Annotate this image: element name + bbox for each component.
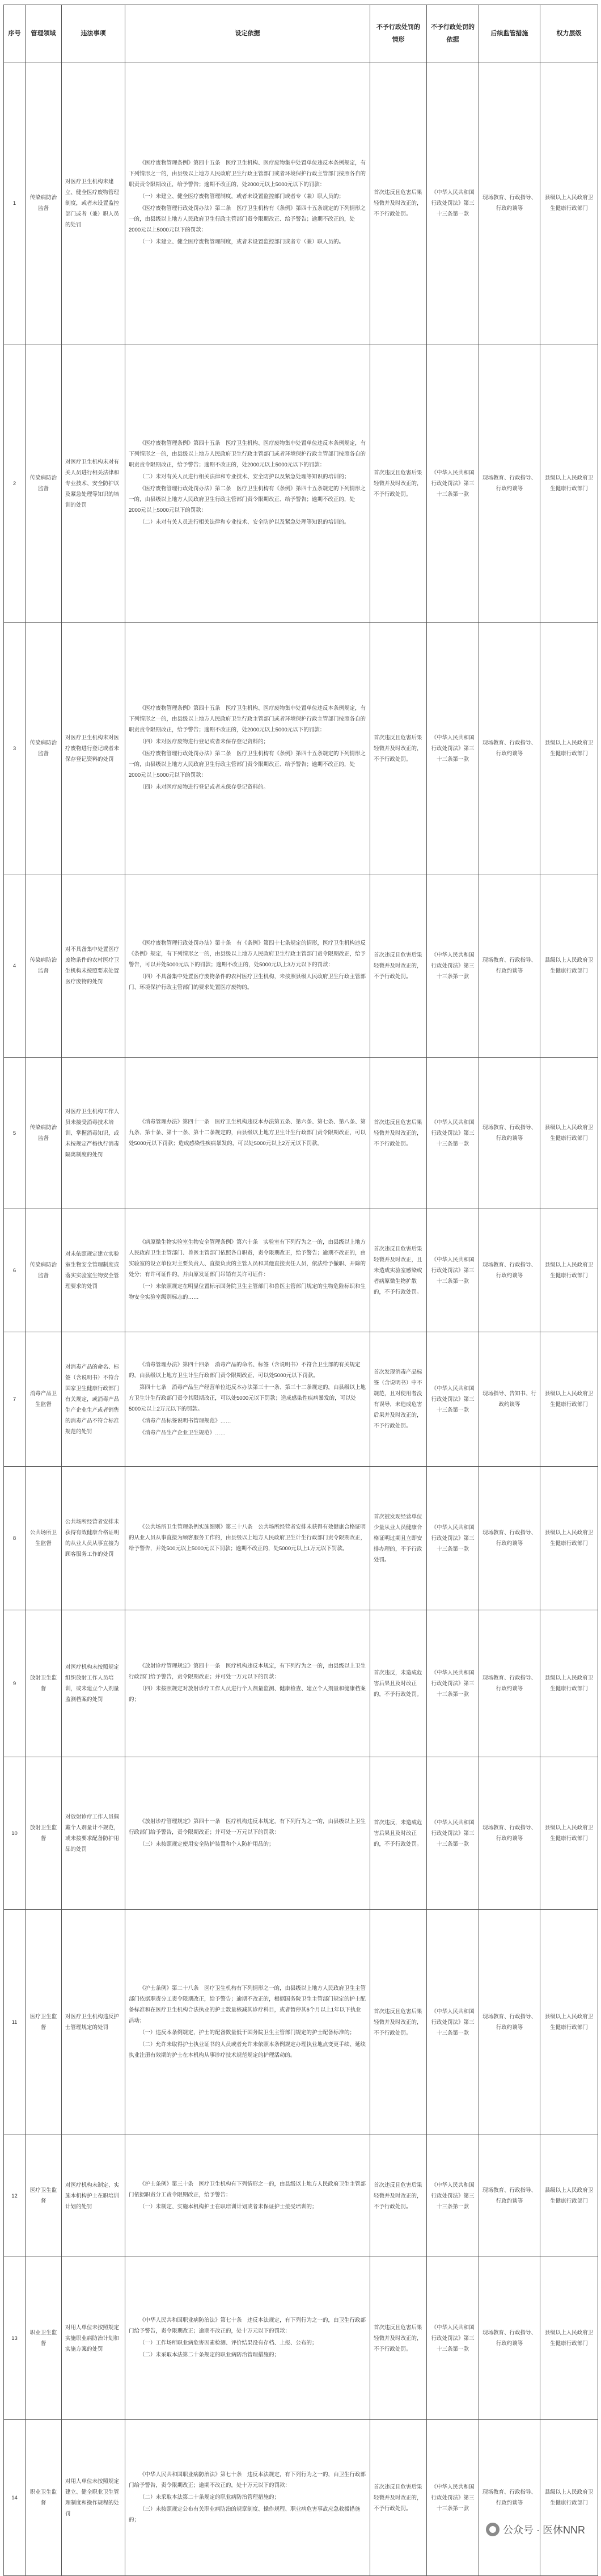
table-row [4,1910,598,2135]
violation-item: 对医疗卫生机构违反护士管理规定的处罚 [62,1910,125,2135]
violation-item: 对医疗卫生机构未对医疗废物进行登记或者未保存登记资料的处罚 [62,623,125,874]
legal-basis-paragraph: 《护士条例》第二十八条 医疗卫生机构有下列情形之一的，由县级以上地方人民政府卫生主管部门依据职责分工责令限期改正，给予警告；逾期不改正的，根据国务院卫生主管部门规定的护士配备标准和在医疗卫生机构合法执业的护士数量核减其诊疗科目，或者暂停其6个月以上1年以下执业活动； [129,1985,366,2024]
legal-basis-paragraph: （四）未按照规定对放射诊疗工作人员进行个人剂量监测、健康检查、建立个人剂量和健康档案的； [129,1686,366,1703]
row-number: 3 [4,623,26,874]
legal-basis-paragraph: 《消毒管理办法》第四十四条 消毒产品的命名、标签（含说明书）不符合卫生部的有关规定的，由县级以上地方卫生计生行政部门责令限期改正，可以处5000元以下罚款。 [129,1361,361,1379]
follow-up-measures: 现场教育、行政指导、行政约谈等 [479,1209,540,1332]
table-row [4,344,598,623]
follow-up-measures: 现场教育、行政指导、行政约谈等 [479,2135,540,2257]
row-number: 13 [4,2257,26,2420]
follow-up-measures: 现场指导、告知书、行政约谈等 [479,1332,540,1467]
follow-up-measures: 现场教育、行政指导、行政约谈等 [479,62,540,344]
legal-basis-paragraph: 《放射诊疗管理规定》第四十一条 医疗机构违反本规定，有下列行为之一的，由县级以上卫生行政部门给予警告，责令限期改正；并可处一万元以下的罚款： [129,1663,366,1680]
exemption-basis: 《中华人民共和国行政处罚法》第三十三条第一款 [427,1467,479,1610]
exemption-basis: 《中华人民共和国行政处罚法》第三十三条第一款 [427,1058,479,1209]
management-field: 传染病防治监督 [26,623,62,874]
authority-level: 县级以上人民政府卫生健康行政部门 [540,623,598,874]
legal-basis-paragraph: （一）工作场所职业病危害因素检测、评价结果没有存档、上报、公布的； [139,2340,318,2346]
legal-basis-paragraph: （四）未对医疗废物进行登记或者未保存登记资料的； [139,739,269,745]
violation-item: 对医疗机构未按照规定组织放射工作人员培训，或未建立个人剂量监测档案的处罚 [62,1610,125,1757]
violation-item: 对用人单位未按照规定实施职业病防治计划和实施方案的处罚 [62,2257,125,2420]
legal-basis-paragraph: 《公共场所卫生管理条例实施细则》第三十八条 公共场所经营者安排未获得有效健康合格证明的从业人员从事直接为顾客服务工作的，由县级以上地方人民政府卫生计生行政部门责令限期改正，给予警告，并处500元以上5000元以下罚款；逾期不改正的，处5000元以上1万元以下罚款。 [129,1523,366,1552]
management-field: 传染病防治监督 [26,1058,62,1209]
violation-item: 公共场所经营者安排未获得有效健康合格证明的从业人员从事直接为顾客服务工作的处罚 [62,1467,125,1610]
legal-basis [125,1610,370,1757]
authority-level: 县级以上人民政府卫生健康行政部门 [540,2257,598,2420]
table-row [4,1757,598,1910]
authority-level: 县级以上人民政府卫生健康行政部门 [540,2420,598,2576]
violation-item: 对放射诊疗工作人员佩戴个人剂量计不规范，或未按要求配备防护用品的处罚 [62,1757,125,1910]
exemption-situation: 首次违反且危害后果轻微并及时改正的，不予行政处罚。 [370,2135,427,2257]
legal-basis-paragraph: （四）未对医疗废物进行登记或者未保存登记资料的。 [139,784,269,790]
management-field: 公共场所卫生监督 [26,1467,62,1610]
management-field: 医疗卫生监督 [26,2135,62,2257]
exemption-situation: 首次被发现经营单位少量从业人员健康合格证明过期且立即安排办理的，不予行政处罚。 [370,1467,427,1610]
legal-basis [125,344,370,623]
exemption-situation: 首次违反且危害后果轻微并及时改正的，不予行政处罚。 [370,623,427,874]
legal-basis [125,874,370,1058]
column-header: 违法事项 [62,5,125,62]
follow-up-measures: 现场教育、行政指导、行政约谈等 [479,874,540,1058]
row-number: 10 [4,1757,26,1910]
legal-basis-paragraph: 《医疗废物管理条例》第四十五条 医疗卫生机构、医疗废物集中处置单位违反本条例规定，有下列情形之一的，由县级以上地方人民政府卫生行政主管部门或者环境保护行政主管部门按照各自的职责责令限期改正，给予警告；逾期不改正的，处2000元以上5000元以下的罚款： [129,440,366,468]
table-row [4,1610,598,1757]
legal-basis [125,2420,370,2576]
management-field: 职业卫生监督 [26,2257,62,2420]
authority-level: 县级以上人民政府卫生健康行政部门 [540,874,598,1058]
authority-level: 县级以上人民政府卫生健康行政部门 [540,62,598,344]
exemption-basis: 《中华人民共和国行政处罚法》第三十三条第一款 [427,2135,479,2257]
exemption-basis: 《中华人民共和国行政处罚法》第三十三条第一款 [427,874,479,1058]
exemption-situation: 首次违反且危害后果轻微并及时改正的，不予行政处罚。 [370,1910,427,2135]
table-row [4,623,598,874]
legal-basis-paragraph: （二）未对有关人员进行相关法律和专业技术、安全防护以及紧急处理等知识的培训的。 [139,519,350,525]
legal-basis-paragraph: （一）未依照规定在明显位置标示国务院卫生主管部门和兽医主管部门规定的生物危险标识和生物安全实验室级别标志的…… [129,1283,366,1300]
legal-basis-paragraph: （二）未对有关人员进行相关法律和专业技术、安全防护以及紧急处理等知识的培训的； [139,474,350,480]
follow-up-measures: 现场教育、行政指导、行政约谈等 [479,344,540,623]
exemption-situation: 首次发现消毒产品标签（含说明书）中不规范，且对使用者没有误导，未造成危害后果并及时改正的，不予行政处罚。 [370,1332,427,1467]
row-number: 14 [4,2420,26,2576]
authority-level: 县级以上人民政府卫生健康行政部门 [540,1209,598,1332]
row-number: 7 [4,1332,26,1467]
follow-up-measures: 现场教育、行政指导、行政约谈等 [479,1910,540,2135]
row-number: 12 [4,2135,26,2257]
management-field: 传染病防治监督 [26,1209,62,1332]
authority-level: 县级以上人民政府卫生健康行政部门 [540,1058,598,1209]
legal-basis [125,2257,370,2420]
exemption-situation: 首次违反且危害后果轻微并及时改正的，不予行政处罚。 [370,62,427,344]
watermark-text: 公众号 · 医休NNR [503,2524,585,2536]
column-header: 不予行政处罚的依据 [427,5,479,62]
legal-basis-paragraph: 《医疗废物管理行政处罚办法》第十条 有《条例》第四十七条规定的情形，医疗卫生机构违反《条例》规定，有下列情形之一的，由县级以上地方人民政府卫生行政主管部门责令限期改正，给予警告，可以并处5000元以下的罚款；逾期不改正的，处5000元以上3万元以下的罚款： [129,940,366,968]
legal-basis-paragraph: （一）未制定、实施本机构护士在职培训计划或者未保证护士接受培训的； [139,2203,318,2210]
watermark [486,2522,585,2537]
row-number: 6 [4,1209,26,1332]
authority-level: 县级以上人民政府卫生健康行政部门 [540,1610,598,1757]
legal-basis-paragraph: （二）未采取本法第二十条规定的职业病防治管理措施的； [139,2494,280,2501]
follow-up-measures: 现场教育、行政指导、行政约谈等 [479,623,540,874]
table-row [4,2135,598,2257]
follow-up-measures: 现场教育、行政指导、行政约谈等 [479,1757,540,1910]
authority-level: 县级以上人民政府卫生健康行政部门 [540,344,598,623]
follow-up-measures: 现场教育、行政指导、行政约谈等 [479,1610,540,1757]
follow-up-measures: 现场教育、行政指导、行政约谈等 [479,1467,540,1610]
legal-basis-paragraph: 《医疗废物管理行政处罚办法》第二条 医疗卫生机构有《条例》第四十五条规定的下列情形之一的，由县级以上地方人民政府卫生行政主管部门责令限期改正、给予警告；逾期不改正的，处2000元以上5000元以下的罚款： [129,205,366,233]
legal-basis-paragraph: （一）未建立、健全医疗废物管理制度，或者未设置监控部门或者专（兼）职人员的； [139,193,345,200]
legal-basis-paragraph: （四）不具备集中处置医疗废物条件的农村医疗卫生机构，未按照县级人民政府卫生行政主管部门、环境保护行政主管部门的要求处置医疗废物的。 [129,973,366,991]
row-number: 8 [4,1467,26,1610]
legal-basis-paragraph: 《医疗废物管理条例》第四十五条 医疗卫生机构、医疗废物集中处置单位违反本条例规定，有下列情形之一的，由县级以上地方人民政府卫生行政主管部门或者环境保护行政主管部门按照各自的职责责令限期改正，给予警告；逾期不改正的，处2000元以上5000元以下的罚款： [129,160,366,188]
penalty-table [3,5,598,2576]
exemption-basis: 《中华人民共和国行政处罚法》第三十三条第一款 [427,1910,479,2135]
management-field: 传染病防治监督 [26,62,62,344]
table-row [4,874,598,1058]
exemption-situation: 首次违反且危害后果轻微并及时改正的，不予行政处罚。 [370,1058,427,1209]
legal-basis-paragraph: 《医疗废物管理行政处罚办法》第二条 医疗卫生机构有《条例》第四十五条规定的下列情形之一的，由县级以上地方人民政府卫生行政主管部门责令限期改正、给予警告；逾期不改正的，处2000元以上5000元以下的罚款： [129,751,366,778]
legal-basis [125,1910,370,2135]
legal-basis [125,1467,370,1610]
exemption-situation: 首次违反，未造成危害后果且及时改正的，不予行政处罚。 [370,1757,427,1910]
legal-basis-paragraph: （二）未采取本法第二十条规定的职业病防治管理措施的； [139,2352,280,2358]
table-row [4,1058,598,1209]
authority-level: 县级以上人民政府卫生健康行政部门 [540,2135,598,2257]
column-header: 序号 [4,5,26,62]
legal-basis-paragraph: 《中华人民共和国职业病防治法》第七十条 违反本法规定，有下列行为之一的，由卫生行政部门给予警告，责令限期改正；逾期不改正的，处十万元以下的罚款： [129,2471,366,2489]
legal-basis-paragraph: 《护士条例》第三十条 医疗卫生机构有下列情形之一的，由县级以上地方人民政府卫生主管部门依据职责分工责令限期改正，给予警告： [129,2181,366,2198]
column-header: 管理领域 [26,5,62,62]
legal-basis [125,62,370,344]
exemption-basis: 《中华人民共和国行政处罚法》第三十三条第一款 [427,2420,479,2576]
management-field: 职业卫生监督 [26,2420,62,2576]
legal-basis-paragraph: （三）未按照规定使用安全防护装置和个人防护用品的； [139,1841,274,1847]
row-number: 1 [4,62,26,344]
table-row [4,2420,598,2576]
legal-basis [125,2135,370,2257]
row-number: 4 [4,874,26,1058]
management-field: 传染病防治监督 [26,344,62,623]
legal-basis [125,1332,370,1467]
legal-basis-paragraph: 《消毒管理办法》第四十一条 医疗卫生机构违反本办法第五条、第六条、第七条、第八条、第九条、第十条、第十一条、第十二条规定的，由县级以上地方卫生计生行政部门责令限期改正，可以处5000元以下罚款；造成感染性疾病暴发的，可以处5000元以上2万元以下罚款。 [129,1118,366,1147]
exemption-basis: 《中华人民共和国行政处罚法》第三十三条第一款 [427,1610,479,1757]
follow-up-measures: 现场教育、行政指导、行政约谈等 [479,2420,540,2576]
violation-item: 对消毒产品的命名、标签（含说明书）不符合国家卫生健康行政部门有关规定，或消毒产品生产企业生产或者销售的消毒产品不符合标准规范的处罚 [62,1332,125,1467]
authority-level: 县级以上人民政府卫生健康行政部门 [540,1757,598,1910]
wechat-logo-icon [486,2523,500,2536]
violation-item: 对医疗卫生机构工作人员未接受消毒技术培训、掌握消毒知识，或未按规定严格执行消毒隔离制度的处罚 [62,1058,125,1209]
table-row [4,1209,598,1332]
column-header: 权力层级 [540,5,598,62]
legal-basis-paragraph: 《消毒产品标签说明书管理规范》…… [139,1417,231,1424]
violation-item: 对医疗卫生机构未建立、健全医疗废物管理制度，或者未设置监控部门或者（兼）职人员的处罚 [62,62,125,344]
violation-item: 对医疗机构未制定、实施本机构护士在职培训计划的处罚 [62,2135,125,2257]
legal-basis [125,1209,370,1332]
column-header: 不予行政处罚的情形 [370,5,427,62]
exemption-basis: 《中华人民共和国行政处罚法》第三十三条第一款 [427,1209,479,1332]
table-row [4,2257,598,2420]
row-number: 2 [4,344,26,623]
exemption-basis: 《中华人民共和国行政处罚法》第三十三条第一款 [427,1332,479,1467]
violation-item: 对用人单位未按照规定建立、健全职业卫生管理制度和操作规程的处罚 [62,2420,125,2576]
table-row [4,1332,598,1467]
management-field: 消毒产品卫生监督 [26,1332,62,1467]
exemption-situation: 首次违反且危害后果轻微并及时改正的，不予行政处罚。 [370,874,427,1058]
column-header: 后续监管措施 [479,5,540,62]
row-number: 9 [4,1610,26,1757]
legal-basis-paragraph: 《放射诊疗管理规定》第四十一条 医疗机构违反本规定，有下列行为之一的，由县级以上卫生行政部门给予警告，责令限期改正；并可处一万元以下的罚款： [129,1818,366,1836]
follow-up-measures: 现场教育、行政指导、行政约谈等 [479,1058,540,1209]
exemption-basis: 《中华人民共和国行政处罚法》第三十三条第一款 [427,344,479,623]
legal-basis-paragraph: 《中华人民共和国职业病防治法》第七十条 违反本法规定，有下列行为之一的，由卫生行政部门给予警告，责令限期改正；逾期不改正的，处十万元以下的罚款： [129,2317,366,2334]
table-row [4,62,598,344]
legal-basis-paragraph: 第四十七条 消毒产品生产经营单位违反本办法第三十一条、第三十二条规定的，由县级以上地方卫生计生行政部门责令其限期改正，可以处5000元以下罚款；造成感染性疾病暴发的，可以处5000元以上2万元以下的罚款。 [129,1384,366,1412]
exemption-basis: 《中华人民共和国行政处罚法》第三十三条第一款 [427,623,479,874]
exemption-situation: 首次违反且危害后果轻微并及时改正的，不予行政处罚。 [370,344,427,623]
authority-level: 县级以上人民政府卫生健康行政部门 [540,1467,598,1610]
management-field: 医疗卫生监督 [26,1910,62,2135]
management-field: 放射卫生监督 [26,1610,62,1757]
violation-item: 对不具备集中处置医疗废物条件的农村医疗卫生机构未按照要求处置医疗废物的处罚 [62,874,125,1058]
legal-basis-paragraph: 《消毒产品生产企业卫生规范》…… [139,1429,226,1436]
authority-level: 县级以上人民政府卫生健康行政部门 [540,1332,598,1467]
exemption-situation: 首次违反且危害后果轻微并及时改正的，不予行政处罚。 [370,2257,427,2420]
exemption-situation: 首次违反，未造成危害后果且及时改正的，不予行政处罚。 [370,1610,427,1757]
exemption-basis: 《中华人民共和国行政处罚法》第三十三条第一款 [427,1757,479,1910]
legal-basis-paragraph: 《病原微生物实验室生物安全管理条例》第六十条 实验室有下列行为之一的，由县级以上地方人民政府卫生主管部门、兽医主管部门依照各自职责，责令限期改正，给予警告；逾期不改正的，由实验室的设立单位对主要负责人、直接负责的主管人员和其他直接责任人员，依法给予撤职、开除的处分；有许可证件的，并由原发证部门吊销有关许可证件： [129,1239,366,1278]
exemption-situation: 首次违反且危害后果轻微并及时改正，且未造成实验室感染或者病原微生物扩散的，不予行政处罚。 [370,1209,427,1332]
legal-basis [125,1757,370,1910]
legal-basis-paragraph: 《医疗废物管理条例》第四十五条 医疗卫生机构、医疗废物集中处置单位违反本条例规定，有下列情形之一的，由县级以上地方人民政府卫生行政主管部门或者环境保护行政主管部门按照各自的职责责令限期改正，给予警告；逾期不改正的，处2000元以上5000元以下的罚款： [129,705,366,733]
table-row [4,1467,598,1610]
legal-basis-paragraph: （一）违反本条例规定，护士的配备数量低于国务院卫生主管部门规定的护士配备标准的； [139,2029,355,2036]
legal-basis-paragraph: 《医疗废物管理行政处罚办法》第二条 医疗卫生机构有《条例》第四十五条规定的下列情形之一的，由县级以上地方人民政府卫生行政主管部门责令限期改正、给予警告；逾期不改正的，处2000元以上5000元以下的罚款： [129,486,366,513]
follow-up-measures: 现场教育、行政指导、行政约谈等 [479,2257,540,2420]
management-field: 放射卫生监督 [26,1757,62,1910]
exemption-basis: 《中华人民共和国行政处罚法》第三十三条第一款 [427,2257,479,2420]
legal-basis [125,623,370,874]
authority-level: 县级以上人民政府卫生健康行政部门 [540,1910,598,2135]
legal-basis-paragraph: （三）未按照规定公布有关职业病防治的规章制度、操作规程、职业病危害事故应急救援措施的； [129,2506,361,2523]
row-number: 11 [4,1910,26,2135]
violation-item: 对未依照规定建立实验室生物安全管理制度或落实实验室生物安全管理要求的处罚 [62,1209,125,1332]
row-number: 5 [4,1058,26,1209]
exemption-situation: 首次违反且危害后果轻微并及时改正的，不予行政处罚。 [370,2420,427,2576]
legal-basis-paragraph: （二）允许未取得护士执业证书的人员或者允许未依照本条例规定办理执业地点变更手续、延续执业注册有效期的护士在本机构从事诊疗技术规范规定的护理活动的。 [129,2041,366,2059]
legal-basis-paragraph: （一）未建立、健全医疗废物管理制度，或者未设置监控部门或者专（兼）职人员的。 [139,239,345,245]
management-field: 传染病防治监督 [26,874,62,1058]
exemption-basis: 《中华人民共和国行政处罚法》第三十三条第一款 [427,62,479,344]
table-body [4,62,598,2576]
column-header: 设定依据 [125,5,370,62]
legal-basis [125,1058,370,1209]
violation-item: 对医疗卫生机构未对有关人员进行相关法律和专业技术、安全防护以及紧急处理等知识的培训的处罚 [62,344,125,623]
table-header-row [4,5,598,62]
